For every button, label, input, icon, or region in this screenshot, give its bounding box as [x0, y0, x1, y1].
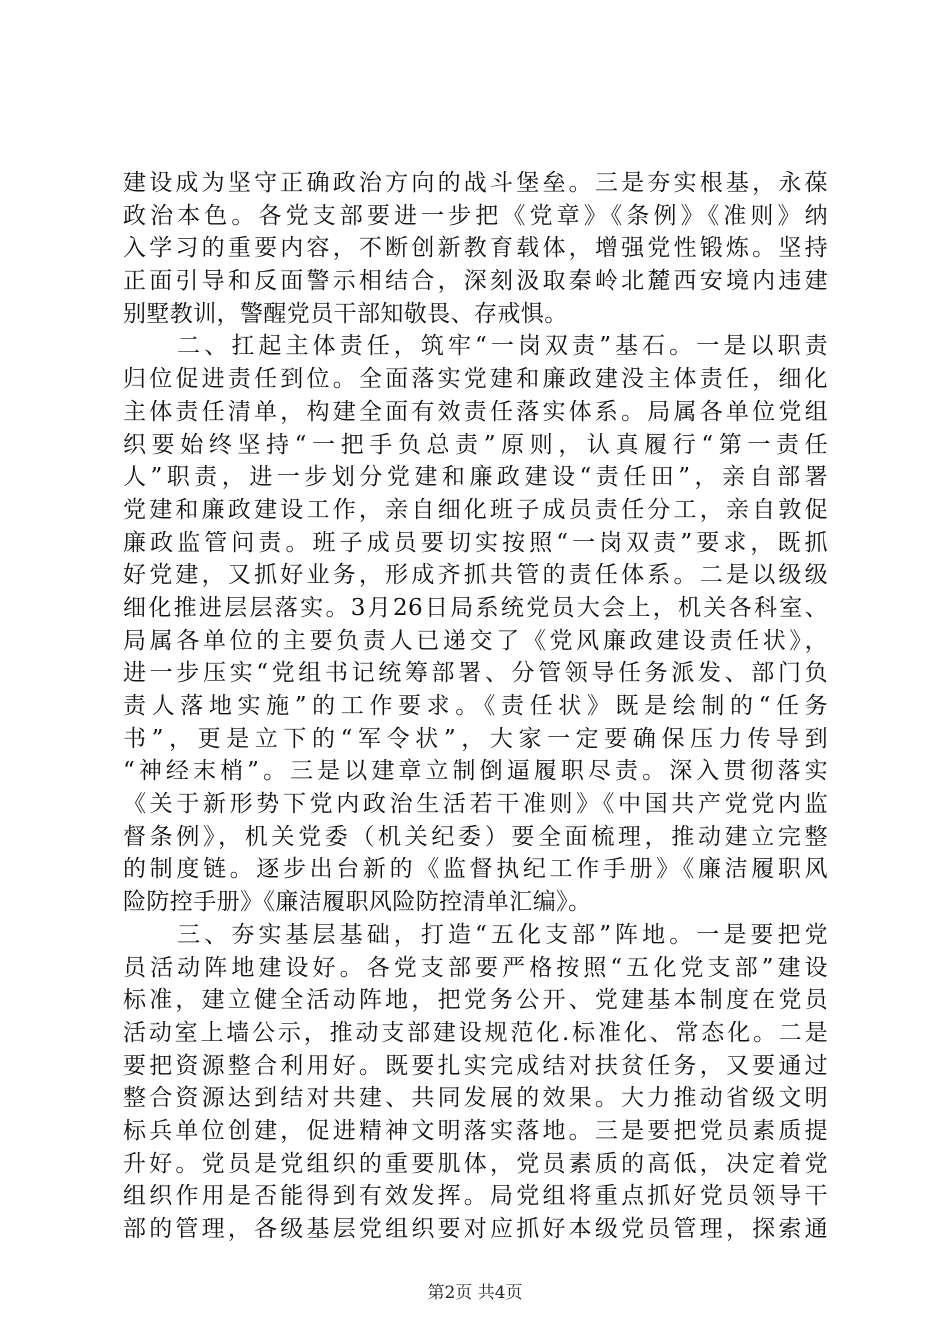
text-line: 员活动阵地建设好。各党支部要严格按照“五化党支部”建设: [123, 954, 828, 981]
text-line: 党建和廉政建设工作，亲自细化班子成员责任分工，亲自敦促: [123, 496, 828, 523]
text-line: 主体责任清单，构建全面有效责任落实体系。局属各单位党组: [123, 398, 828, 425]
text-line: 《关于新形势下党内政治生活若干准则》《中国共产党党内监: [123, 791, 828, 818]
text-line: 二、扛起主体责任，筑牢“一岗双责”基石。一是以职责: [123, 333, 828, 360]
text-line: 政治本色。各党支部要进一步把《党章》《条例》《准则》纳: [123, 202, 828, 229]
text-line: 廉政监管问责。班子成员要切实按照“一岗双责”要求，既抓: [123, 529, 828, 556]
text-line: 人”职责，进一步划分党建和廉政建设“责任田”，亲自部署: [123, 464, 828, 491]
text-line: 别墅教训，警醒党员干部知敬畏、存戒惧。: [123, 300, 568, 327]
text-line: 细化推进层层落实。3月26日局系统党员大会上，机关各科室、: [123, 594, 828, 621]
text-line: 要把资源整合利用好。既要扎实完成结对扶贫任务，又要通过: [123, 1052, 828, 1079]
text-line: 正面引导和反面警示相结合，深刻汲取秦岭北麓西安境内违建: [123, 268, 828, 295]
text-line: 整合资源达到结对共建、共同发展的效果。大力推动省级文明: [123, 1085, 828, 1112]
text-line: 险防控手册》《廉洁履职风险防控清单汇编》。: [123, 889, 592, 916]
text-line: 归位促进责任到位。全面落实党建和廉政建没主体责任，细化: [123, 366, 828, 393]
text-line: 组织作用是否能得到有效发挥。局党组将重点抓好党员领导干: [123, 1183, 828, 1210]
text-line: 升好。党员是党组织的重要肌体，党员素质的高低，决定着党: [123, 1150, 828, 1177]
text-line: 督条例》，机关党委（机关纪委）要全面梳理，推动建立完整: [123, 823, 828, 850]
body-text: [123, 167, 828, 1246]
text-line: “神经末梢”。三是以建章立制倒逼履职尽责。深入贯彻落实: [123, 758, 828, 785]
text-line: 部的管理，各级基层党组织要对应抓好本级党员管理，探索通: [123, 1216, 828, 1242]
text-line: 的制度链。逐步出台新的《监督执纪工作手册》《廉洁履职风: [123, 856, 828, 883]
text-line: 进一步压实“党组书记统筹部署、分管领导任务派发、部门负: [123, 660, 828, 687]
text-line: 书”，更是立下的“军令状”，大家一定要确保压力传导到: [123, 725, 828, 752]
text-line: 好党建，又抓好业务，形成齐抓共管的责任体系。二是以级级: [123, 562, 828, 589]
text-line: 建设成为坚守正确政治方向的战斗堡垒。三是夯实根基，永葆: [123, 170, 828, 196]
text-line: 标准，建立健全活动阵地，把党务公开、党建基本制度在党员: [123, 987, 828, 1014]
text-line: 入学习的重要内容，不断创新教育载体，增强党性锻炼。坚持: [123, 235, 828, 262]
text-line: 责人落地实施”的工作要求。《责任状》既是绘制的“任务: [123, 693, 828, 719]
text-line: 活动室上墙公示，推动支部建设规范化.标准化、常态化。二是: [123, 1019, 828, 1046]
text-line: 局属各单位的主要负责人已递交了《党风廉政建设责任状》，: [123, 627, 828, 654]
text-line: 织要始终坚持“一把手负总责”原则，认真履行“第一责任: [123, 431, 828, 458]
text-line: 标兵单位创建，促进精神文明落实落地。三是要把党员素质提: [123, 1117, 828, 1144]
page-footer: 第2页 共4页: [427, 1283, 523, 1303]
text-line: 三、夯实基层基础，打造“五化支部”阵地。一是要把党: [123, 921, 828, 948]
